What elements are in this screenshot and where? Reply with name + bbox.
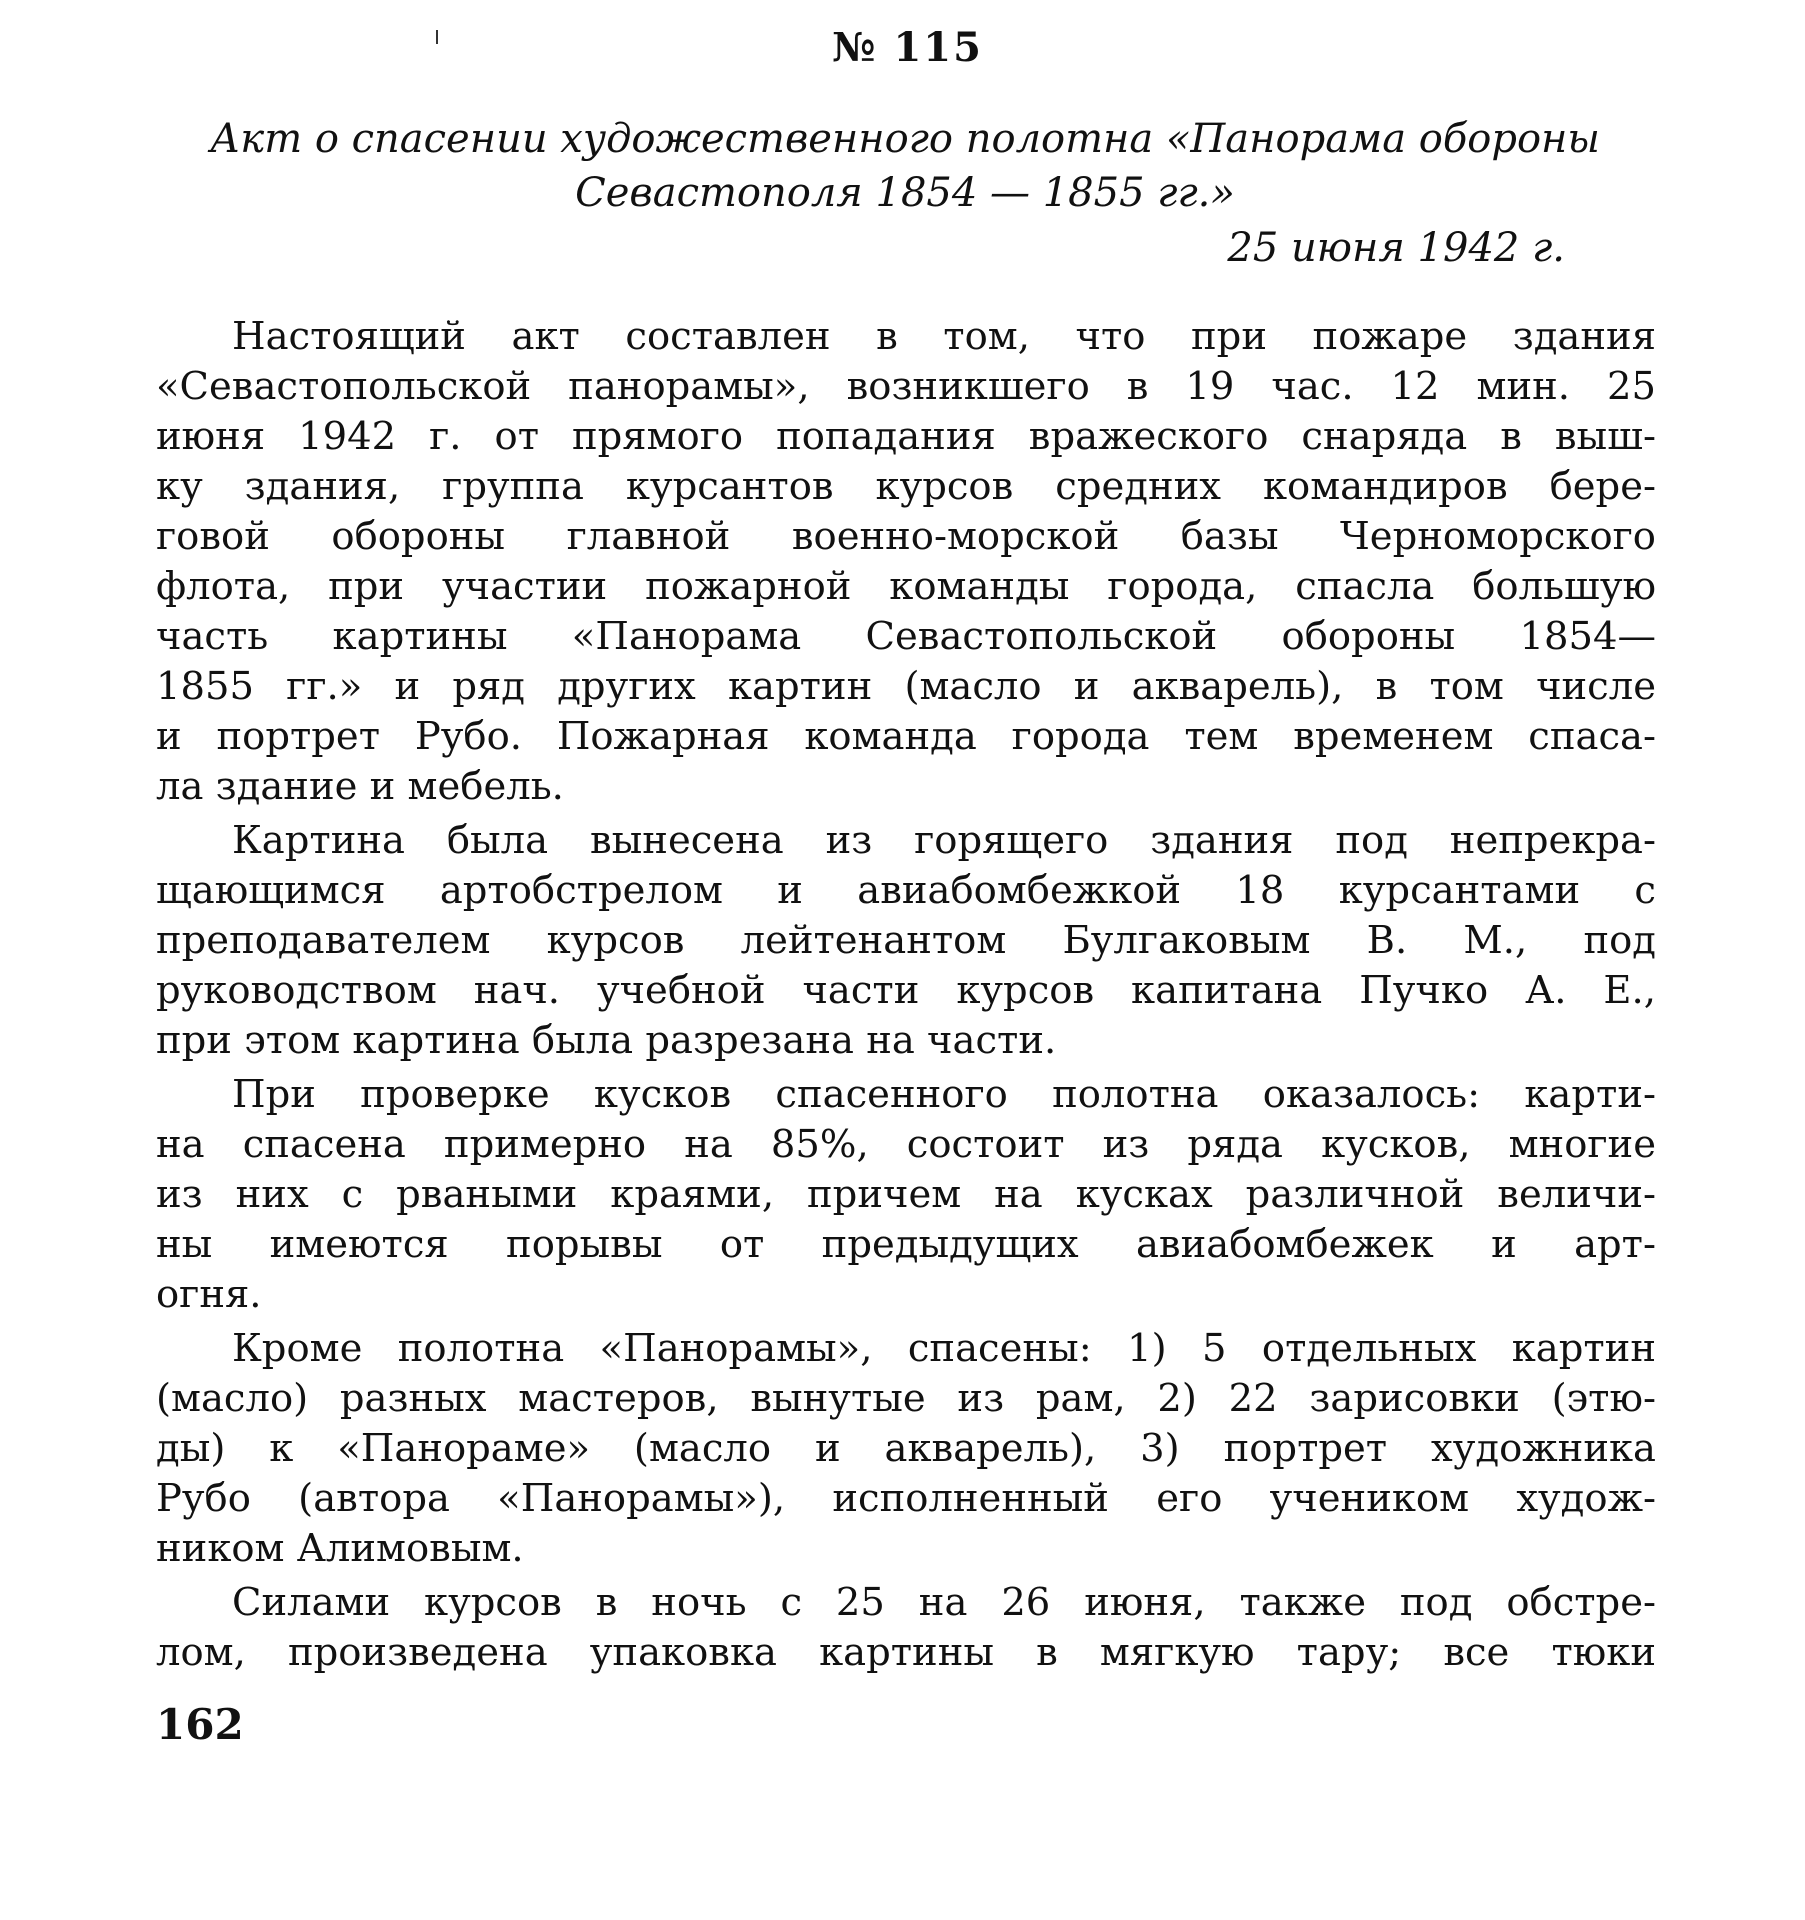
text-line: Рубо (автора «Панорамы»), исполненный его учеником худож-: [156, 1476, 1656, 1521]
text-line: ку здания, группа курсантов курсов средних командиров бере-: [156, 464, 1656, 509]
text-line: 1855 гг.» и ряд других картин (масло и акварель), в том числе: [156, 664, 1656, 709]
text-line: Кроме полотна «Панорамы», спасены: 1) 5 отдельных картин: [232, 1326, 1656, 1371]
text-line: ла здание и мебель.: [156, 764, 564, 809]
text-line: Настоящий акт составлен в том, что при пожаре здания: [232, 314, 1656, 359]
paragraph: [156, 312, 1656, 812]
text-line: ны имеются порывы от предыдущих авиабомбежек и арт-: [156, 1222, 1656, 1267]
text-line: на спасена примерно на 85%, состоит из ряда кусков, многие: [156, 1122, 1656, 1167]
text-line: «Севастопольской панорамы», возникшего в 19 час. 12 мин. 25: [156, 364, 1656, 409]
text-line: июня 1942 г. от прямого попадания вражеского снаряда в выш-: [156, 414, 1656, 459]
text-line: руководством нач. учебной части курсов капитана Пучко А. Е.,: [156, 968, 1656, 1013]
text-line: лом, произведена упаковка картины в мягкую тару; все тюки: [156, 1630, 1656, 1675]
text-line: и портрет Рубо. Пожарная команда города тем временем спаса-: [156, 714, 1656, 759]
document-title: [150, 112, 1660, 220]
text-line: щающимся артобстрелом и авиабомбежкой 18 курсантами с: [156, 868, 1656, 913]
paragraph: [156, 1578, 1656, 1678]
text-line: флота, при участии пожарной команды города, спасла большую: [156, 564, 1656, 609]
document-number: № 115: [832, 24, 983, 71]
text-line: из них с рваными краями, причем на кусках различной величи-: [156, 1172, 1656, 1217]
document-title-line: Севастополя 1854 — 1855 гг.»: [575, 170, 1235, 216]
paragraph: [156, 1324, 1656, 1574]
text-line: огня.: [156, 1272, 262, 1317]
document-title-line: Акт о спасении художественного полотна «Панорама обороны: [210, 116, 1600, 162]
text-line: Картина была вынесена из горящего здания под непрекра-: [232, 818, 1656, 863]
text-line: Силами курсов в ночь с 25 на 26 июня, также под обстре-: [232, 1580, 1656, 1625]
text-line: ды) к «Панораме» (масло и акварель), 3) портрет художника: [156, 1426, 1656, 1471]
text-line: (масло) разных мастеров, вынутые из рам, 2) 22 зарисовки (этю-: [156, 1376, 1656, 1421]
text-line: часть картины «Панорама Севастопольской обороны 1854—: [156, 614, 1656, 659]
text-line: ником Алимовым.: [156, 1526, 524, 1571]
text-line: преподавателем курсов лейтенантом Булгаковым В. М., под: [156, 918, 1656, 963]
text-line: говой обороны главной военно-морской базы Черноморского: [156, 514, 1656, 559]
paragraph: [156, 816, 1656, 1066]
document-body: [156, 312, 1656, 1682]
text-line: При проверке кусков спасенного полотна оказалось: карти-: [232, 1072, 1656, 1117]
page-number: 162: [156, 1700, 244, 1749]
paragraph: [156, 1070, 1656, 1320]
text-line: при этом картина была разрезана на части.: [156, 1018, 1057, 1063]
document-date: 25 июня 1942 г.: [1227, 225, 1565, 271]
